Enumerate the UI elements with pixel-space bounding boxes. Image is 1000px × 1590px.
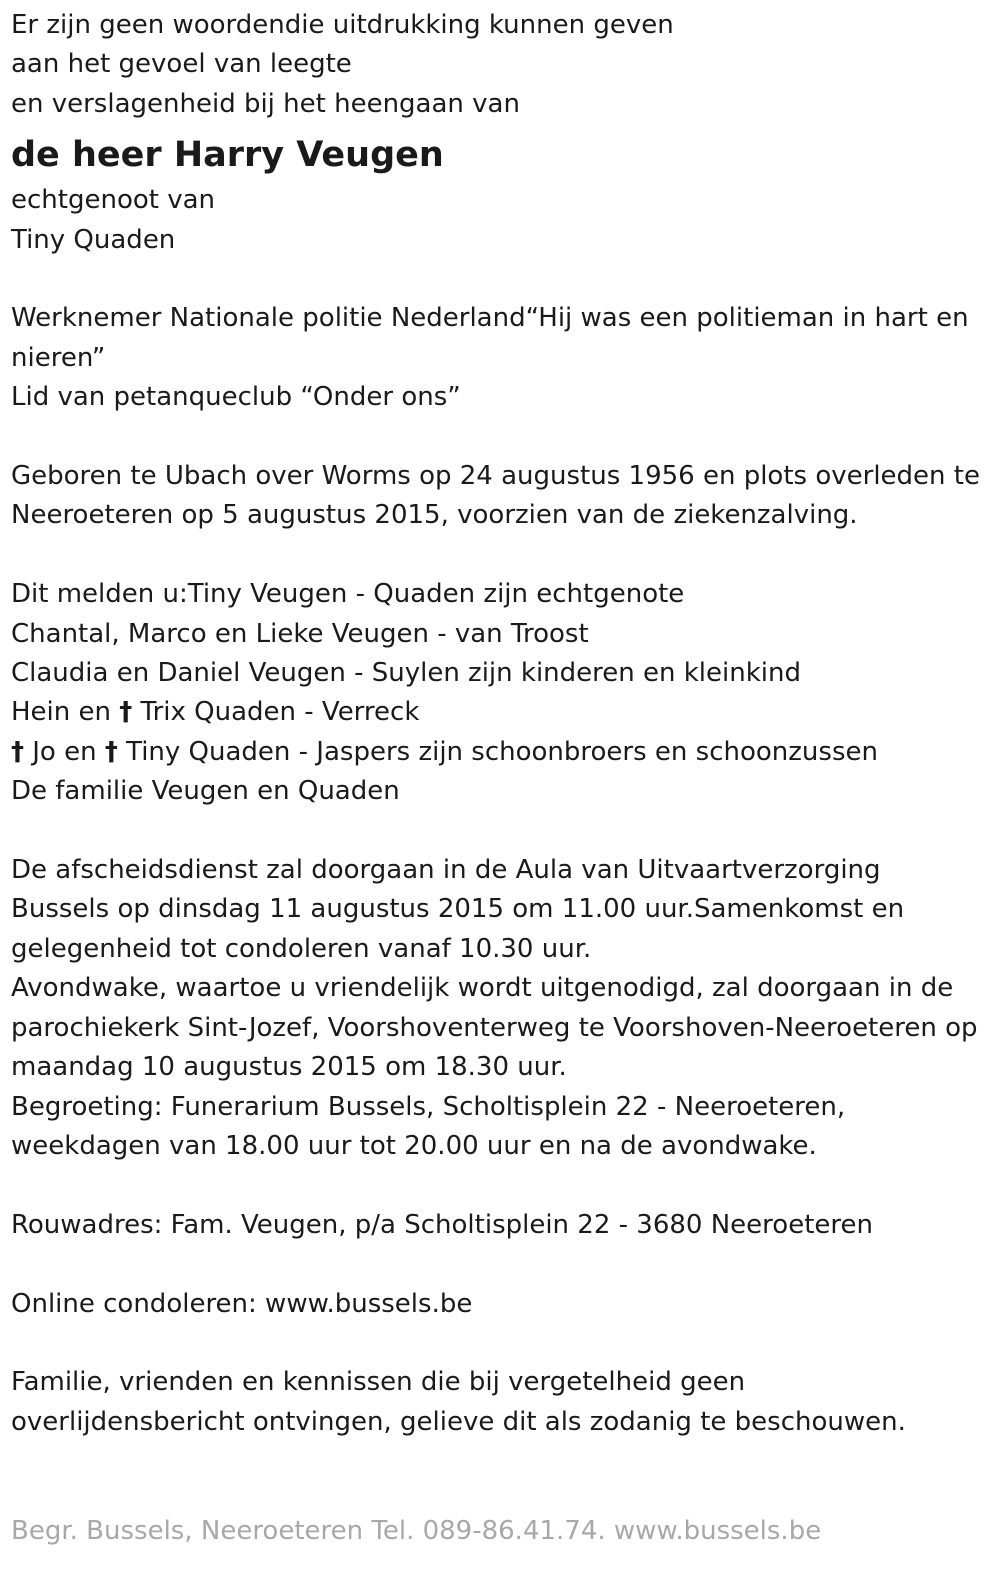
family-name-text: Hein en (11, 697, 120, 728)
funeral-home-footer: Begr. Bussels, Neeroeteren Tel. 089-86.41.74. www.bussels.be (11, 1516, 822, 1546)
wake-text: Avondwake, waartoe u vriendelijk wordt uitgenodigd, zal doorgaan in de parochiekerk Sint-Jozef, Voorshoventerweg te Voorshoven-Neeroeteren op maandag 10 augustus 2015 om 18.30 uur. (11, 973, 978, 1083)
service-text: De afscheidsdienst zal doorgaan in de Aula van Uitvaartverzorging Bussels op dinsdag 11 augustus 2015 om 11.00 uur.Samenkomst en gelegenheid tot condoleren vanaf 10.30 uur. (11, 855, 905, 964)
deceased-block (11, 131, 986, 260)
family-name-text: Trix Quaden - Verreck (132, 697, 420, 728)
spacer (11, 260, 986, 299)
family-block (11, 575, 986, 811)
family-line: De familie Veugen en Quaden (11, 776, 400, 807)
mourning-address: Rouwadres: Fam. Veugen, p/a Scholtisplein 22 - 3680 Neeroeteren (11, 1209, 873, 1240)
life-block (11, 457, 986, 536)
intro-text (11, 6, 986, 124)
spacer (11, 418, 986, 457)
spacer (11, 1166, 986, 1205)
intro-line: Er zijn geen woordendie uitdrukking kunnen geven (11, 10, 674, 40)
cross-icon: † (119, 697, 133, 728)
employer-text: Werknemer Nationale politie Nederland“Hij was een politieman in hart en nieren” (11, 303, 969, 373)
spacer (11, 1324, 986, 1363)
family-line: Chantal, Marco en Lieke Veugen - van Troost (11, 618, 589, 649)
club-text: Lid van petanqueclub “Onder ons” (11, 382, 461, 413)
family-name-text: Jo en (24, 736, 105, 767)
cross-icon: † (11, 736, 24, 767)
deceased-name: de heer Harry Veugen (11, 135, 444, 176)
ceremony-block (11, 851, 986, 1166)
family-line: Claudia en Daniel Veugen - Suylen zijn kinderen en kleinkind (11, 658, 801, 689)
family-line (11, 693, 986, 732)
greeting-text: Begroeting: Funerarium Bussels, Scholtisplein 22 - Neeroeteren, weekdagen van 18.00 uur tot 20.00 uur en na de avondwake. (11, 1091, 846, 1161)
work-block (11, 299, 986, 417)
spacer (11, 1245, 986, 1284)
intro-line: en verslagenheid bij het heengaan van (11, 88, 520, 119)
online-condolence: Online condoleren: www.bussels.be (11, 1288, 473, 1319)
cross-icon: † (104, 736, 118, 767)
family-line: Dit melden u:Tiny Veugen - Quaden zijn echtgenote (11, 579, 685, 610)
relation-label: echtgenoot van (11, 185, 216, 216)
intro-line: aan het gevoel van leegte (11, 49, 352, 80)
family-name-text: Tiny Quaden - Jaspers zijn schoonbroers en schoonzussen (117, 736, 878, 767)
spacer (11, 812, 986, 851)
notice-text: Familie, vrienden en kennissen die bij vergetelheid geen overlijdensbericht ontvingen, gelieve dit als zodanig te beschouwen. (11, 1367, 906, 1437)
family-line (11, 733, 986, 772)
death-notice (11, 6, 986, 1442)
spacer (11, 536, 986, 575)
birth-death-text: Geboren te Ubach over Worms op 24 augustus 1956 en plots overleden te Neeroeteren op 5 augustus 2015, voorzien van de ziekenzalving. (11, 461, 980, 531)
spouse-name: Tiny Quaden (11, 224, 176, 255)
